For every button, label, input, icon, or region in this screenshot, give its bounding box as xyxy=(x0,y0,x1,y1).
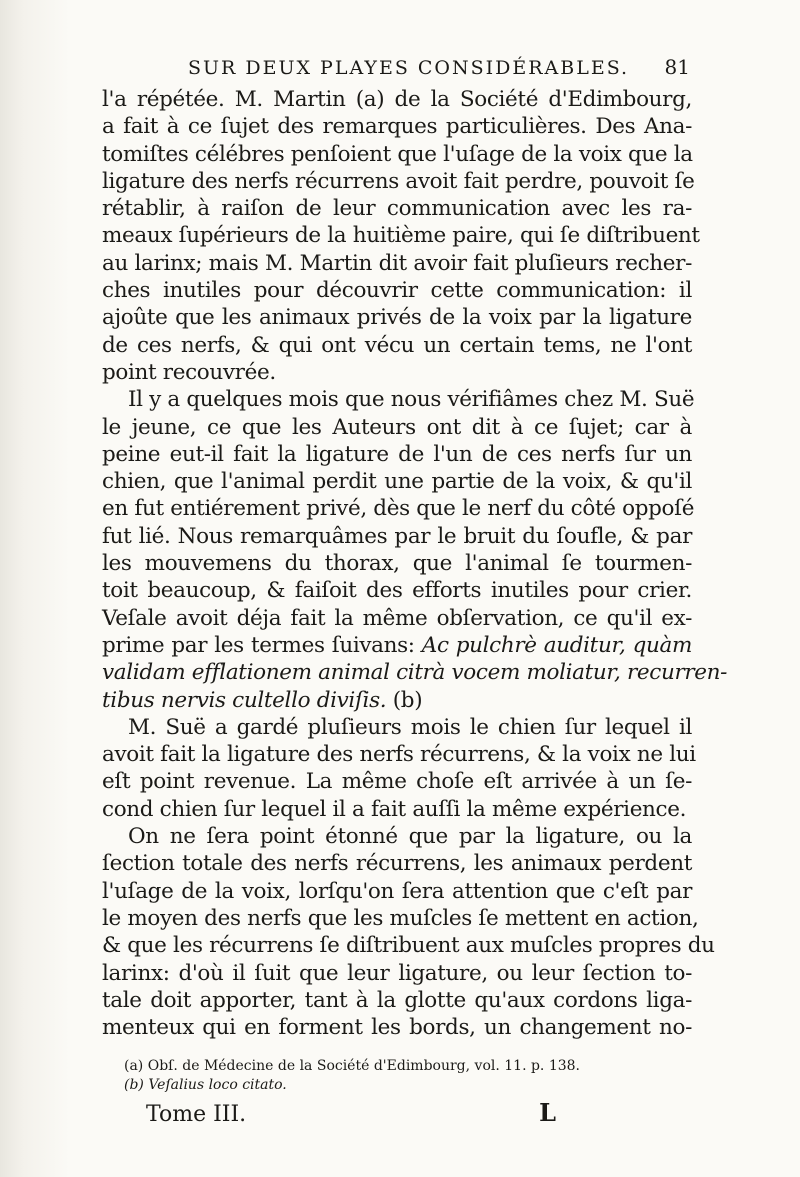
text-line: chien, que l'animal perdit une partie de la voix, & qu'il xyxy=(102,469,692,495)
latin-quotation: validam efflationem animal citrà vocem moliatur, recurren- xyxy=(102,660,728,686)
text-line: Il y a quelques mois que nous vérifiâmes chez M. Suë xyxy=(128,387,695,413)
latin-quotation: Ac pulchrè auditur, quàm xyxy=(421,632,692,658)
text-line: Veſale avoit déja fait la même obſervation, ce qu'il ex- xyxy=(102,605,692,631)
text-line xyxy=(102,632,692,659)
text-line: eſt point revenue. La même choſe eſt arrivée à un ſe- xyxy=(102,769,692,795)
text-line: l'a répétée. M. Martin (a) de la Société d'Edimbourg, xyxy=(102,87,692,112)
text-block xyxy=(102,48,728,1129)
footnote-text: (b) Veſalius loco citato. xyxy=(124,1077,287,1094)
text-line: point recouvrée. xyxy=(102,359,276,385)
gutter-shadow xyxy=(0,0,70,1177)
text-line: larinx: d'où il ſuit que leur ligature, ou leur ſection to- xyxy=(102,960,692,986)
text-line: a fait à ce ſujet des remarques particulières. Des Ana- xyxy=(102,114,692,140)
text-line: ajoûte que les animaux privés de la voix par la ligature xyxy=(102,305,692,331)
footnote-reference: (b) xyxy=(392,687,423,713)
text-line: en fut entiérement privé, dès que le nerf du côté oppoſé xyxy=(102,496,695,522)
paragraph xyxy=(102,823,715,1041)
text-line xyxy=(102,687,692,714)
signature-mark: L xyxy=(539,1098,556,1128)
paragraph xyxy=(102,714,696,823)
paragraph xyxy=(102,386,728,714)
text-line: toit beaucoup, & faiſoit des efforts inutiles pour crier. xyxy=(102,578,692,604)
text-line: tomiſtes célébres penſoient que l'uſage de la voix que la xyxy=(102,141,693,167)
text-line: le jeune, ce que les Auteurs ont dit à ce ſujet; car à xyxy=(102,414,692,440)
text-line: menteux qui en forment les bords, un changement no- xyxy=(102,1015,692,1041)
text-line: peine eut-il fait la ligature de l'un de ces nerfs ſur un xyxy=(102,441,692,467)
volume-label: Tome III. xyxy=(146,1102,247,1128)
text-line: cond chien ſur lequel il a fait auſſi la même expérience. xyxy=(102,796,687,822)
text-line: tale doit apporter, tant à la glotte qu'aux cordons liga- xyxy=(102,987,692,1013)
text-line: ligature des nerfs récurrens avoit fait perdre, pouvoit ſe xyxy=(102,168,695,194)
page-number: 81 xyxy=(664,55,690,79)
text-line: le moyen des nerfs que les muſcles ſe mettent en action, xyxy=(102,905,699,931)
text-line: meaux ſupérieurs de la huitième paire, qui ſe diſtribuent xyxy=(102,223,700,249)
text-line: rétablir, à raiſon de leur communication avec les ra- xyxy=(102,196,692,222)
paragraph xyxy=(102,86,700,386)
running-head xyxy=(102,48,692,86)
text-line: On ne ſera point étonné que par la ligature, ou la xyxy=(128,824,692,850)
text-line: l'uſage de la voix, lorſqu'on ſera attention que c'eſt par xyxy=(102,878,692,904)
footnote: (a) Obſ. de Médecine de la Société d'Edimbourg, vol. 11. p. 138. xyxy=(124,1058,581,1075)
text-line: les mouvemens du thorax, que l'animal ſe tourmen- xyxy=(102,551,692,577)
text-line: ches inutiles pour découvrir cette communication: il xyxy=(102,278,692,304)
text-line: avoit fait la ligature des nerfs récurrens, & la voix ne lui xyxy=(102,742,696,768)
text-line: M. Suë a gardé pluſieurs mois le chien ſur lequel il xyxy=(128,714,692,740)
text-line: de ces nerfs, & qui ont vécu un certain tems, ne l'ont xyxy=(102,332,692,358)
running-title: SUR DEUX PLAYES CONSIDÉRABLES. xyxy=(188,57,630,79)
latin-quotation: tibus nervis cultello diviſis. xyxy=(102,687,387,713)
text-line: & que les récurrens ſe diſtribuent aux muſcles propres du xyxy=(102,933,715,959)
footnotes xyxy=(102,1057,692,1095)
text-segment: prime par les termes ſuivans: xyxy=(102,632,415,658)
text-line: fut lié. Nous remarquâmes par le bruit du ſoufle, & par xyxy=(102,523,692,549)
text-line xyxy=(102,659,728,686)
page-footer xyxy=(102,1099,692,1129)
text-line: au larinx; mais M. Martin dit avoir fait pluſieurs recher- xyxy=(102,250,692,276)
text-line: ſection totale des nerfs récurrens, les animaux perdent xyxy=(102,851,692,877)
footnote xyxy=(124,1076,692,1095)
